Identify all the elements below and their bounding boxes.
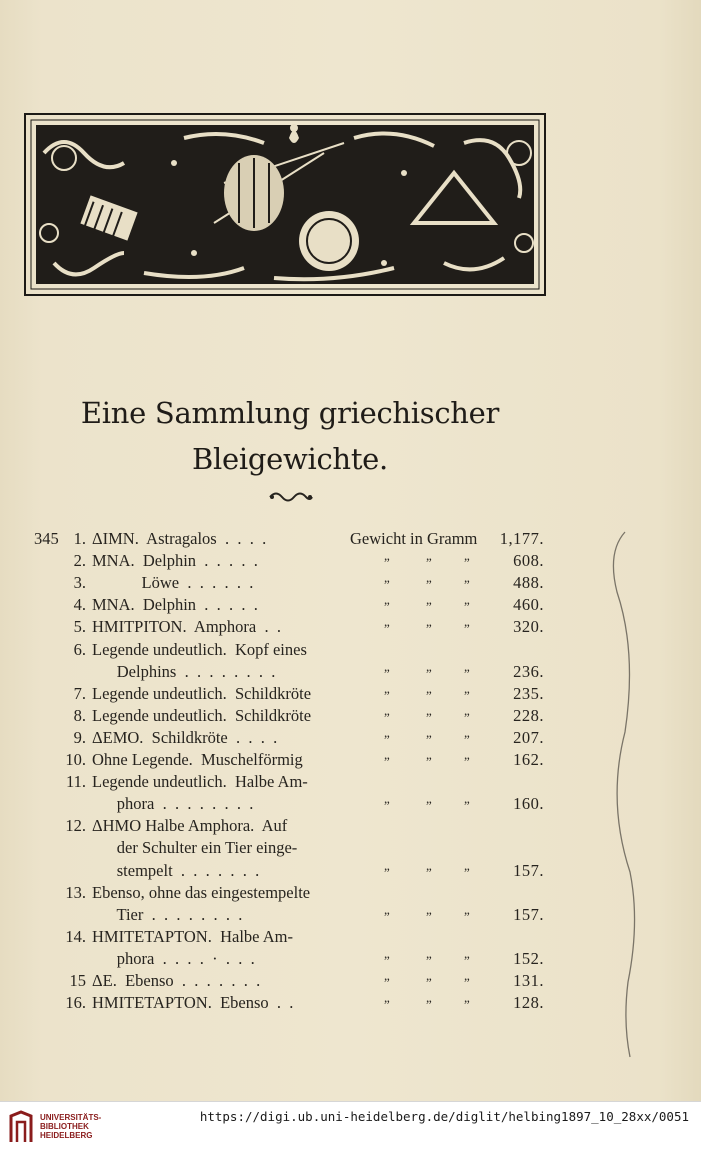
entry-number: 1. [73, 529, 86, 548]
ditto-mark: ” [384, 754, 390, 769]
entry-number: 3. [73, 573, 86, 593]
entry-description: Legende undeutlich. Schildkröte [92, 683, 312, 703]
pencil-margin-mark [595, 530, 645, 1060]
ditto-mark: ” [426, 621, 432, 637]
entry-description: Löwe . . . . . . [92, 573, 254, 593]
entry-description: ΔIMN. Astragalos . . . . [92, 529, 267, 548]
entry-description: stempelt . . . . . . . [92, 860, 260, 880]
entry-description: Tier . . . . . . . . [92, 904, 243, 924]
ditto-mark: ” [426, 731, 432, 747]
ditto-mark: ” [464, 798, 470, 814]
university-library-logo-icon [8, 1110, 34, 1144]
institution-line-3: HEIDELBERG [40, 1131, 93, 1140]
entry-number: 9. [73, 727, 86, 747]
ditto-mark: ” [426, 754, 432, 769]
ditto-mark: ” [384, 975, 390, 990]
entry-description: Delphins . . . . . . . . [92, 661, 276, 681]
title-ornament-icon [268, 490, 314, 504]
ditto-mark: ” [464, 975, 470, 990]
institution-name [40, 1113, 101, 1140]
entry-weight-value: 228. [513, 705, 544, 725]
weight-unit-header: Gewicht in Gramm [350, 529, 478, 548]
entry-number: 14. [65, 926, 86, 946]
entry-description: Legende undeutlich. Halbe Am- [92, 772, 308, 792]
entry-weight-value: 608. [513, 551, 544, 571]
title-line-1: Eine Sammlung griechischer [80, 396, 500, 430]
ditto-mark: ” [426, 709, 432, 725]
entry-weight-value: 207. [513, 727, 544, 747]
ditto-mark: ” [464, 599, 470, 615]
entry-weight-value: 157. [513, 904, 544, 924]
entry-number: 15 [69, 971, 86, 990]
entry-number: 4. [73, 595, 86, 615]
ditto-mark: ” [384, 908, 390, 924]
ditto-mark: ” [464, 577, 470, 593]
entry-weight-value: 157. [513, 860, 544, 880]
ditto-mark: ” [426, 798, 432, 814]
entry-weight-value: 1,177. [499, 529, 544, 548]
entry-description: ΔEMO. Schildkröte . . . . [92, 727, 278, 747]
entry-number: 6. [73, 639, 86, 659]
ditto-mark: ” [464, 621, 470, 637]
entry-weight-value: 460. [513, 595, 544, 615]
ditto-mark: ” [384, 555, 390, 571]
ditto-mark: ” [384, 798, 390, 814]
entry-weight-value: 162. [513, 750, 544, 769]
entry-description: Ebenso, ohne das eingestempelte [92, 882, 311, 902]
ditto-mark: ” [464, 908, 470, 924]
entry-number: 11. [65, 772, 86, 792]
ditto-mark: ” [464, 731, 470, 747]
ditto-mark: ” [426, 665, 432, 681]
decorative-banner-illustration [24, 113, 546, 296]
ditto-mark: ” [464, 665, 470, 681]
entry-number: 7. [73, 683, 86, 703]
ditto-mark: ” [426, 975, 432, 990]
entry-description: der Schulter ein Tier einge- [92, 838, 298, 858]
ditto-mark: ” [426, 599, 432, 615]
ditto-mark: ” [384, 599, 390, 615]
footer-bar [0, 1101, 701, 1152]
page-number: 345 [34, 529, 59, 548]
institution-line-1: UNIVERSITÄTS- [40, 1113, 102, 1122]
entry-description: Legende undeutlich. Schildkröte [92, 705, 312, 725]
entry-weight-value: 235. [513, 683, 544, 703]
ditto-mark: ” [384, 687, 390, 703]
entry-number: 16. [65, 993, 86, 1013]
entry-description: Ohne Legende. Muschelförmig [92, 750, 303, 769]
title-line-2: Bleigewichte. [192, 442, 388, 476]
entry-number: 2. [73, 551, 86, 571]
entry-description: phora . . . . . . . . [92, 794, 254, 814]
ditto-mark: ” [384, 577, 390, 593]
ditto-mark: ” [464, 997, 470, 1013]
entry-description: Legende undeutlich. Kopf eines [92, 639, 307, 659]
permalink-url[interactable]: https://digi.ub.uni-heidelberg.de/diglit/helbing1897_10_28xx/0051 [199, 1109, 689, 1124]
ditto-mark: ” [464, 952, 470, 968]
ditto-mark: ” [384, 731, 390, 747]
ditto-mark: ” [384, 864, 390, 880]
ditto-mark: ” [464, 687, 470, 703]
entry-description: ΔHMO Halbe Amphora. Auf [92, 816, 288, 836]
entry-description: HMITETAPTON. Ebenso . . [92, 993, 294, 1013]
entry-weight-value: 236. [513, 661, 544, 681]
entry-description: HMITPITON. Amphora . . [92, 617, 281, 637]
entry-weight-value: 488. [513, 573, 544, 593]
entry-weight-value: 320. [513, 617, 544, 637]
entry-description: MNA. Delphin . . . . . [92, 595, 258, 615]
entry-description: HMITETAPTON. Halbe Am- [92, 926, 293, 946]
ditto-mark: ” [464, 709, 470, 725]
ditto-mark: ” [426, 687, 432, 703]
ditto-mark: ” [384, 709, 390, 725]
ditto-mark: ” [426, 952, 432, 968]
ditto-mark: ” [464, 555, 470, 571]
entry-number: 13. [65, 882, 86, 902]
ditto-mark: ” [384, 621, 390, 637]
institution-line-2: BIBLIOTHEK [40, 1122, 89, 1131]
ditto-mark: ” [384, 665, 390, 681]
ditto-mark: ” [426, 555, 432, 571]
entry-description: ΔE. Ebenso . . . . . . . [92, 971, 261, 990]
entry-weight-value: 131. [513, 971, 544, 990]
ditto-mark: ” [426, 997, 432, 1013]
ditto-mark: ” [426, 864, 432, 880]
entry-weight-value: 160. [513, 794, 544, 814]
entry-number: 8. [73, 705, 86, 725]
ditto-mark: ” [384, 997, 390, 1013]
ditto-mark: ” [464, 864, 470, 880]
ditto-mark: ” [426, 577, 432, 593]
entry-weight-value: 152. [513, 948, 544, 968]
entry-number: 5. [73, 617, 86, 637]
ditto-mark: ” [426, 908, 432, 924]
entry-number: 12. [65, 816, 86, 836]
ditto-mark: ” [464, 754, 470, 769]
entry-weight-value: 128. [513, 993, 544, 1013]
entry-number: 10. [65, 750, 86, 769]
entry-description: phora . . . . · . . . [92, 948, 255, 968]
ditto-mark: ” [384, 952, 390, 968]
entry-description: MNA. Delphin . . . . . [92, 551, 258, 571]
